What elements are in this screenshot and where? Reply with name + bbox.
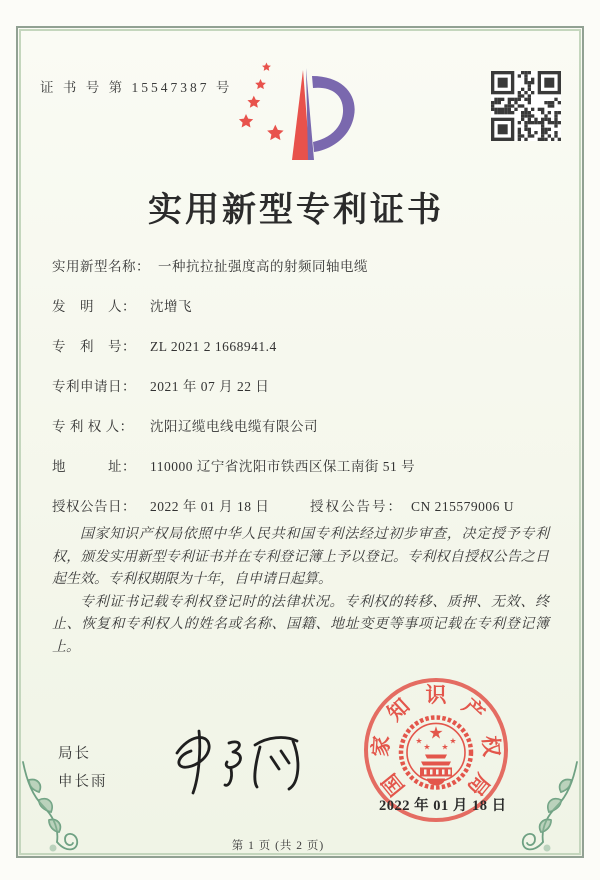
seal-char: 家 [368,734,394,758]
qr-code [491,71,561,141]
field-address [52,455,552,495]
seal-date: 2022 年 01 月 18 日 [379,798,507,814]
seal-char: 权 [478,734,504,758]
field-value: 110000 辽宁省沈阳市铁西区保工南街 51 号 [150,459,416,474]
field-label: 专利申请日： [52,379,136,394]
commissioner-signature-icon [163,723,311,801]
legal-paragraph-1: 国家知识产权局依照中华人民共和国专利法经过初步审查，决定授予专利权，颁发实用新型专利证书并在专利登记簿上予以登记。专利权自授权公告之日起生效。专利权期限为十年，自申请日起算。 [52,527,549,587]
svg-text:★: ★ [415,736,423,746]
svg-text:★: ★ [423,742,431,752]
field-label: 专 利 号： [52,339,136,354]
field-value: 2021 年 07 月 22 日 [150,379,270,394]
field-label: 地 址： [52,459,136,474]
seal-char: 知 [382,693,415,726]
svg-text:★: ★ [449,736,457,746]
field-value: 沈增飞 [150,299,192,314]
field-grant-date [52,499,269,514]
svg-text:★: ★ [441,742,449,752]
field-value: 一种抗拉扯强度高的射频同轴电缆 [158,259,368,274]
corner-ornament-icon [513,760,583,858]
seal-char: 局 [462,768,495,801]
certificate-title: 实用新型专利证书 [148,192,444,229]
field-label: 授权公告日： [52,499,136,514]
field-value: ZL 2021 2 1668941.4 [150,339,277,354]
page-number: 第 1 页 (共 2 页) [231,840,325,852]
field-utility-model-name [52,255,552,295]
field-filing-date [52,375,552,415]
logo-p-curve [312,76,355,152]
field-value: 沈阳辽缆电线电缆有限公司 [150,419,318,434]
field-patent-number [52,335,552,375]
field-value: CN 215579006 U [411,499,515,514]
commissioner-name: 申长雨 [58,774,108,790]
field-patentee [52,415,552,455]
field-label: 专 利 权 人： [52,419,134,434]
seal-char: 国 [377,768,410,801]
field-grant-number [310,495,514,515]
patent-fields [52,255,552,535]
corner-ornament-icon [17,760,87,858]
field-label: 发 明 人： [52,299,136,314]
certificate-number: 证 书 号 第 15547387 号 [40,80,233,95]
seal-char: 识 [425,683,447,707]
legal-text [52,524,549,659]
field-inventor [52,295,552,335]
commissioner-title: 局长 [58,746,91,762]
cnipa-logo-icon [236,62,364,164]
field-label: 授权公告号： [310,499,403,514]
national-emblem-icon [397,711,475,793]
field-value: 2022 年 01 月 18 日 [150,499,270,514]
field-label: 实用新型名称： [52,259,150,274]
seal-char: 产 [457,693,490,726]
svg-text:★: ★ [428,723,444,744]
legal-paragraph-2: 专利证书记载专利权登记时的法律状况。专利权的转移、质押、无效、终止、恢复和专利权人的姓名或名称、国籍、地址变更等事项记载在专利登记簿上。 [52,594,549,655]
